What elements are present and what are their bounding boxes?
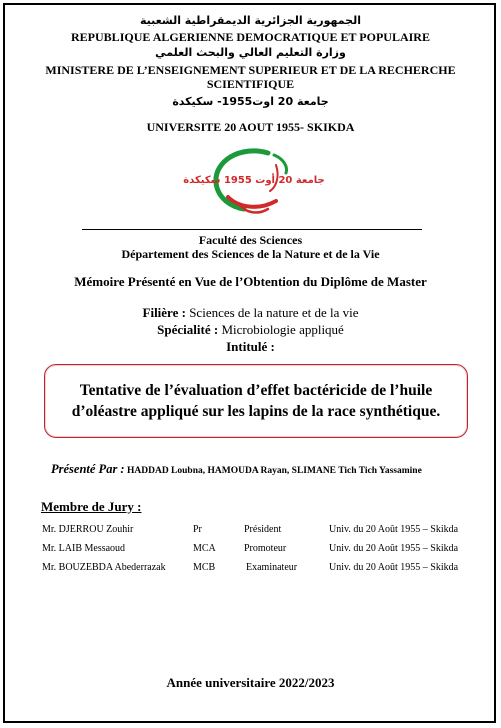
arabic-ministry: وزارة التعليم العالي والبحث العلمي	[155, 46, 346, 59]
arabic-republic: الجمهورية الجزائرية الديمقراطية الشعبية	[140, 14, 361, 27]
jury-grade: Pr	[193, 524, 202, 535]
thesis-title-box	[44, 364, 468, 438]
filiere-value: Sciences de la nature et de la vie	[185, 305, 359, 320]
jury-role: Président	[244, 524, 282, 535]
presented-label: Présenté Par :	[51, 462, 125, 476]
arabic-university: جامعة 20 اوت1955- سكيكدة	[172, 95, 329, 108]
student-names: HADDAD Loubna, HAMOUDA Rayan, SLIMANE Tich Tich Yassamine	[124, 466, 422, 476]
jury-grade: MCB	[193, 562, 216, 573]
jury-university: Univ. du 20 Août 1955 – Skikda	[329, 562, 459, 573]
specialite-value: Microbiologie appliqué	[218, 322, 344, 337]
specialite-line	[0, 322, 501, 338]
jury-member	[0, 543, 501, 559]
jury-name: Mr. BOUZEBDA Abederrazak	[42, 562, 166, 573]
intitule-label: Intitulé :	[226, 339, 275, 354]
jury-role: Examinateur	[246, 562, 298, 573]
separator-line	[82, 229, 422, 230]
academic-year: Année universitaire 2022/2023	[166, 675, 335, 690]
university-name: UNIVERSITE 20 AOUT 1955- SKIKDA	[146, 120, 355, 134]
page-border	[3, 3, 496, 723]
republic-title: REPUBLIQUE ALGERIENNE DEMOCRATIQUE ET POPULAIRE	[71, 30, 430, 44]
jury-university: Univ. du 20 Août 1955 – Skikda	[329, 524, 459, 535]
jury-title: Membre de Jury :	[41, 499, 142, 514]
department-name: Département des Sciences de la Nature et de la Vie	[121, 247, 380, 261]
faculty-name: Faculté des Sciences	[198, 233, 303, 247]
jury-role: Promoteur	[244, 543, 287, 554]
jury-name: Mr. DJERROU Zouhir	[42, 524, 134, 535]
jury-name: Mr. LAIB Messaoud	[42, 543, 126, 554]
presented-by	[51, 462, 422, 477]
jury-member	[0, 562, 501, 578]
filiere-label: Filière :	[142, 305, 186, 320]
jury-grade: MCA	[193, 543, 216, 554]
logo-text: جامعة 20 أوت 1955 سكيكدة	[183, 175, 325, 186]
university-logo	[183, 147, 325, 217]
jury-member	[0, 524, 501, 540]
thesis-title-line-2: d’oléastre appliqué sur les lapins de la race synthétique.	[71, 403, 441, 420]
specialite-label: Spécialité :	[157, 322, 219, 337]
jury-university: Univ. du 20 Août 1955 – Skikda	[329, 543, 459, 554]
ministry-line-1: MINISTERE DE L’ENSEIGNEMENT SUPERIEUR ET DE LA RECHERCHE	[45, 63, 456, 77]
filiere-line	[0, 305, 501, 321]
memoire-title: Mémoire Présenté en Vue de l’Obtention du Diplôme de Master	[74, 274, 427, 289]
thesis-title-line-1: Tentative de l’évaluation d’effet bactéricide de l’huile	[79, 382, 433, 399]
ministry-line-2: SCIENTIFIQUE	[206, 77, 295, 91]
